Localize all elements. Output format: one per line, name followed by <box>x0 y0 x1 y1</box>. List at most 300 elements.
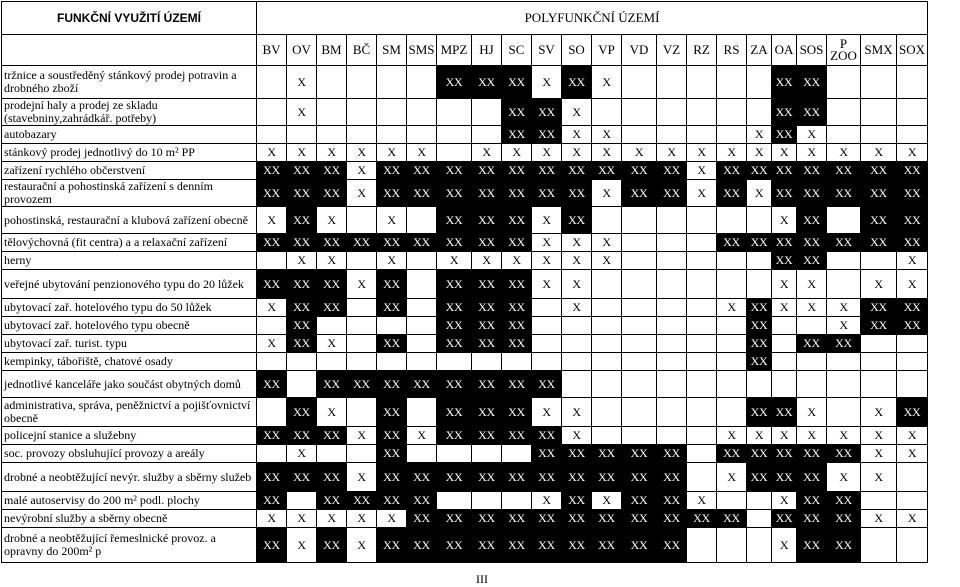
cell-excluded: XX <box>747 353 772 371</box>
cell-empty <box>622 427 657 445</box>
cell-conditional: X <box>747 144 772 162</box>
cell-empty <box>257 252 287 270</box>
cell-empty <box>687 270 717 299</box>
cell-empty <box>797 317 827 335</box>
cell-excluded: XX <box>772 180 797 207</box>
cell-empty <box>687 252 717 270</box>
cell-empty <box>717 99 747 126</box>
cell-empty <box>861 492 897 510</box>
cell-conditional: X <box>287 528 317 563</box>
cell-excluded: XX <box>502 234 532 252</box>
cell-excluded: XX <box>287 270 317 299</box>
cell-empty <box>347 126 377 144</box>
cell-excluded: XX <box>502 66 532 99</box>
cell-empty <box>472 99 502 126</box>
cell-excluded: XX <box>472 66 502 99</box>
cell-excluded: XX <box>502 299 532 317</box>
cell-empty <box>657 299 687 317</box>
cell-conditional: X <box>747 180 772 207</box>
cell-excluded: XX <box>317 162 347 180</box>
column-header: RZ <box>687 35 717 66</box>
cell-conditional: X <box>592 126 622 144</box>
table-row <box>2 371 928 398</box>
header-spacer <box>2 35 257 66</box>
table-row <box>2 353 928 371</box>
cell-excluded: XX <box>772 445 797 463</box>
cell-empty <box>347 445 377 463</box>
cell-conditional: X <box>287 99 317 126</box>
cell-excluded: XX <box>772 463 797 492</box>
cell-excluded: XX <box>532 126 562 144</box>
cell-excluded: XX <box>592 528 622 563</box>
cell-excluded: XX <box>287 317 317 335</box>
cell-empty <box>717 492 747 510</box>
cell-excluded: XX <box>797 510 827 528</box>
cell-excluded: XX <box>797 207 827 234</box>
cell-excluded: XX <box>562 528 592 563</box>
cell-excluded: XX <box>562 66 592 99</box>
cell-empty <box>347 398 377 427</box>
cell-empty <box>317 353 347 371</box>
cell-conditional: X <box>532 492 562 510</box>
cell-excluded: XX <box>897 162 928 180</box>
cell-conditional: X <box>472 144 502 162</box>
cell-empty <box>747 252 772 270</box>
table-row <box>2 270 928 299</box>
cell-empty <box>687 66 717 99</box>
row-label: ubytovací zař. hotelového typu do 50 lůžek <box>2 299 257 317</box>
cell-empty <box>827 66 861 99</box>
cell-conditional: X <box>287 510 317 528</box>
cell-conditional: X <box>532 207 562 234</box>
cell-empty <box>347 335 377 353</box>
cell-excluded: XX <box>407 234 437 252</box>
cell-excluded: XX <box>257 528 287 563</box>
cell-empty <box>861 528 897 563</box>
cell-conditional: X <box>377 144 407 162</box>
cell-excluded: XX <box>317 463 347 492</box>
cell-excluded: XX <box>797 335 827 353</box>
cell-conditional: X <box>532 66 562 99</box>
cell-conditional: X <box>592 234 622 252</box>
cell-empty <box>861 126 897 144</box>
row-label: drobné a neobtěžující řemeslnické provoz. a opravny do 200m² p <box>2 528 257 563</box>
cell-excluded: XX <box>257 162 287 180</box>
cell-empty <box>827 126 861 144</box>
cell-excluded: XX <box>827 528 861 563</box>
cell-excluded: XX <box>377 371 407 398</box>
cell-empty <box>407 317 437 335</box>
cell-empty <box>717 270 747 299</box>
cell-conditional: X <box>622 144 657 162</box>
cell-excluded: XX <box>502 335 532 353</box>
cell-excluded: XX <box>861 162 897 180</box>
cell-conditional: X <box>317 207 347 234</box>
cell-excluded: XX <box>437 299 472 317</box>
cell-excluded: XX <box>897 207 928 234</box>
cell-excluded: XX <box>472 398 502 427</box>
cell-empty <box>622 299 657 317</box>
cell-empty <box>437 445 472 463</box>
cell-empty <box>562 335 592 353</box>
cell-empty <box>897 126 928 144</box>
cell-conditional: X <box>407 144 437 162</box>
cell-empty <box>687 398 717 427</box>
cell-conditional: X <box>437 252 472 270</box>
cell-excluded: XX <box>622 510 657 528</box>
cell-empty <box>407 126 437 144</box>
cell-excluded: XX <box>797 180 827 207</box>
column-header: SOS <box>797 35 827 66</box>
cell-excluded: XX <box>717 162 747 180</box>
cell-excluded: XX <box>502 528 532 563</box>
cell-empty <box>287 353 317 371</box>
cell-empty <box>827 252 861 270</box>
cell-excluded: XX <box>657 445 687 463</box>
cell-empty <box>472 353 502 371</box>
table-row <box>2 126 928 144</box>
cell-excluded: XX <box>861 317 897 335</box>
cell-excluded: XX <box>407 162 437 180</box>
cell-empty <box>287 126 317 144</box>
cell-excluded: XX <box>657 528 687 563</box>
cell-excluded: XX <box>317 299 347 317</box>
cell-conditional: X <box>717 299 747 317</box>
cell-empty <box>287 371 317 398</box>
cell-conditional: X <box>827 144 861 162</box>
cell-empty <box>897 371 928 398</box>
cell-excluded: XX <box>472 427 502 445</box>
cell-excluded: XX <box>437 510 472 528</box>
cell-conditional: X <box>797 126 827 144</box>
cell-excluded: XX <box>592 463 622 492</box>
cell-conditional: X <box>532 398 562 427</box>
cell-empty <box>897 99 928 126</box>
cell-excluded: XX <box>437 463 472 492</box>
table-row <box>2 207 928 234</box>
cell-excluded: XX <box>377 335 407 353</box>
cell-excluded: XX <box>772 234 797 252</box>
cell-empty <box>657 234 687 252</box>
cell-empty <box>592 270 622 299</box>
column-header: P ZOO <box>827 35 861 66</box>
cell-excluded: XX <box>772 398 797 427</box>
cell-conditional: X <box>257 510 287 528</box>
cell-excluded: XX <box>502 371 532 398</box>
cell-empty <box>562 371 592 398</box>
cell-empty <box>717 252 747 270</box>
cell-empty <box>687 427 717 445</box>
table-row <box>2 144 928 162</box>
cell-empty <box>257 445 287 463</box>
cell-empty <box>622 335 657 353</box>
cell-empty <box>622 207 657 234</box>
cell-excluded: XX <box>532 371 562 398</box>
cell-excluded: XX <box>797 234 827 252</box>
cell-excluded: XX <box>897 234 928 252</box>
column-header-row <box>2 35 928 66</box>
cell-conditional: X <box>861 427 897 445</box>
cell-empty <box>532 353 562 371</box>
cell-empty <box>657 398 687 427</box>
cell-conditional: X <box>317 252 347 270</box>
cell-empty <box>377 99 407 126</box>
cell-empty <box>622 126 657 144</box>
cell-excluded: XX <box>687 510 717 528</box>
cell-empty <box>657 207 687 234</box>
table-row <box>2 99 928 126</box>
cell-empty <box>562 353 592 371</box>
cell-conditional: X <box>687 180 717 207</box>
cell-conditional: X <box>562 427 592 445</box>
cell-excluded: XX <box>317 492 347 510</box>
table-row <box>2 234 928 252</box>
row-label: stánkový prodej jednotlivý do 10 m² PP <box>2 144 257 162</box>
cell-empty <box>717 528 747 563</box>
table-row <box>2 492 928 510</box>
cell-empty <box>317 99 347 126</box>
row-label: veřejné ubytování penzionového typu do 20 lůžek <box>2 270 257 299</box>
column-header: SC <box>502 35 532 66</box>
row-label: policejní stanice a služebny <box>2 427 257 445</box>
cell-empty <box>772 353 797 371</box>
cell-empty <box>747 270 772 299</box>
cell-empty <box>747 492 772 510</box>
cell-excluded: XX <box>257 492 287 510</box>
cell-empty <box>772 335 797 353</box>
cell-excluded: XX <box>377 180 407 207</box>
cell-excluded: XX <box>562 492 592 510</box>
cell-conditional: X <box>532 234 562 252</box>
cell-empty <box>502 492 532 510</box>
cell-excluded: XX <box>772 252 797 270</box>
row-label: restaurační a pohostinská zařízení s denním provozem <box>2 180 257 207</box>
cell-empty <box>772 371 797 398</box>
cell-excluded: XX <box>472 162 502 180</box>
cell-empty <box>657 317 687 335</box>
cell-excluded: XX <box>437 180 472 207</box>
cell-excluded: XX <box>287 299 317 317</box>
cell-empty <box>622 270 657 299</box>
cell-excluded: XX <box>317 270 347 299</box>
cell-excluded: XX <box>562 207 592 234</box>
table-row <box>2 317 928 335</box>
row-label: prodejní haly a prodej ze skladu (stavebniny,zahrádkář. potřeby) <box>2 99 257 126</box>
cell-conditional: X <box>287 66 317 99</box>
cell-excluded: XX <box>747 162 772 180</box>
cell-excluded: XX <box>897 398 928 427</box>
cell-empty <box>437 99 472 126</box>
cell-excluded: XX <box>797 463 827 492</box>
cell-excluded: XX <box>257 427 287 445</box>
cell-empty <box>377 317 407 335</box>
cell-empty <box>317 445 347 463</box>
cell-conditional: X <box>827 463 861 492</box>
table-row <box>2 162 928 180</box>
cell-conditional: X <box>562 234 592 252</box>
cell-excluded: XX <box>657 180 687 207</box>
cell-empty <box>592 353 622 371</box>
cell-excluded: XX <box>562 463 592 492</box>
cell-excluded: XX <box>797 162 827 180</box>
cell-excluded: XX <box>287 234 317 252</box>
cell-excluded: XX <box>657 510 687 528</box>
column-header: SMS <box>407 35 437 66</box>
cell-conditional: X <box>287 144 317 162</box>
cell-excluded: XX <box>622 162 657 180</box>
cell-conditional: X <box>257 144 287 162</box>
row-label: pohostinská, restaurační a klubová zařízení obecně <box>2 207 257 234</box>
cell-conditional: X <box>717 463 747 492</box>
table-row <box>2 528 928 563</box>
column-header: MPZ <box>437 35 472 66</box>
cell-excluded: XX <box>287 335 317 353</box>
cell-conditional: X <box>532 144 562 162</box>
cell-empty <box>622 317 657 335</box>
cell-excluded: XX <box>861 234 897 252</box>
cell-conditional: X <box>797 144 827 162</box>
cell-empty <box>657 66 687 99</box>
cell-empty <box>897 353 928 371</box>
cell-empty <box>437 126 472 144</box>
cell-excluded: XX <box>502 398 532 427</box>
cell-excluded: XX <box>377 398 407 427</box>
cell-empty <box>562 317 592 335</box>
cell-excluded: XX <box>562 162 592 180</box>
cell-empty <box>257 317 287 335</box>
cell-excluded: XX <box>797 528 827 563</box>
cell-excluded: XX <box>287 427 317 445</box>
cell-empty <box>472 492 502 510</box>
table-row <box>2 252 928 270</box>
cell-excluded: XX <box>317 528 347 563</box>
cell-empty <box>347 299 377 317</box>
cell-empty <box>687 207 717 234</box>
cell-excluded: XX <box>437 427 472 445</box>
cell-excluded: XX <box>437 162 472 180</box>
cell-excluded: XX <box>472 463 502 492</box>
cell-empty <box>657 427 687 445</box>
cell-empty <box>657 252 687 270</box>
cell-excluded: XX <box>377 270 407 299</box>
table-row <box>2 510 928 528</box>
cell-empty <box>861 252 897 270</box>
cell-conditional: X <box>317 335 347 353</box>
cell-excluded: XX <box>532 162 562 180</box>
cell-empty <box>657 335 687 353</box>
cell-excluded: XX <box>532 99 562 126</box>
cell-excluded: XX <box>377 427 407 445</box>
cell-conditional: X <box>592 180 622 207</box>
cell-conditional: X <box>532 252 562 270</box>
cell-conditional: X <box>657 144 687 162</box>
cell-excluded: XX <box>622 445 657 463</box>
cell-empty <box>861 335 897 353</box>
cell-empty <box>377 66 407 99</box>
cell-excluded: XX <box>502 427 532 445</box>
cell-excluded: XX <box>287 207 317 234</box>
cell-conditional: X <box>592 492 622 510</box>
cell-conditional: X <box>257 335 287 353</box>
cell-empty <box>657 270 687 299</box>
column-header: BV <box>257 35 287 66</box>
cell-conditional: X <box>827 299 861 317</box>
row-label: drobné a neobtěžující nevýr. služby a sběrny služeb <box>2 463 257 492</box>
cell-empty <box>827 353 861 371</box>
cell-empty <box>717 371 747 398</box>
cell-empty <box>407 335 437 353</box>
column-header: OV <box>287 35 317 66</box>
cell-empty <box>687 99 717 126</box>
cell-conditional: X <box>747 126 772 144</box>
cell-conditional: X <box>377 207 407 234</box>
cell-conditional: X <box>562 398 592 427</box>
cell-conditional: X <box>772 299 797 317</box>
title-row <box>2 2 928 35</box>
cell-empty <box>622 234 657 252</box>
cell-conditional: X <box>502 144 532 162</box>
cell-empty <box>592 99 622 126</box>
cell-empty <box>772 317 797 335</box>
cell-conditional: X <box>897 144 928 162</box>
cell-conditional: X <box>861 445 897 463</box>
cell-excluded: XX <box>532 510 562 528</box>
cell-excluded: XX <box>472 234 502 252</box>
cell-excluded: XX <box>772 126 797 144</box>
cell-empty <box>897 463 928 492</box>
cell-empty <box>717 207 747 234</box>
cell-empty <box>747 371 772 398</box>
cell-conditional: X <box>562 299 592 317</box>
cell-excluded: XX <box>472 317 502 335</box>
cell-excluded: XX <box>747 299 772 317</box>
cell-empty <box>592 317 622 335</box>
cell-excluded: XX <box>502 126 532 144</box>
cell-excluded: XX <box>407 528 437 563</box>
cell-empty <box>502 445 532 463</box>
cell-conditional: X <box>797 398 827 427</box>
cell-excluded: XX <box>827 492 861 510</box>
row-label: administrativa, správa, peněžnictví a pojišťovnictví obecně <box>2 398 257 427</box>
column-header: SMX <box>861 35 897 66</box>
cell-empty <box>657 371 687 398</box>
cell-empty <box>657 99 687 126</box>
cell-empty <box>532 299 562 317</box>
cell-conditional: X <box>532 270 562 299</box>
row-label: nevýrobní služby a sběrny obecně <box>2 510 257 528</box>
cell-empty <box>472 126 502 144</box>
cell-empty <box>687 353 717 371</box>
cell-excluded: XX <box>622 180 657 207</box>
table-row <box>2 335 928 353</box>
cell-conditional: X <box>347 427 377 445</box>
cell-excluded: XX <box>562 445 592 463</box>
cell-conditional: X <box>747 427 772 445</box>
cell-empty <box>407 353 437 371</box>
cell-empty <box>747 99 772 126</box>
cell-empty <box>747 510 772 528</box>
cell-excluded: XX <box>772 99 797 126</box>
cell-empty <box>747 207 772 234</box>
cell-empty <box>717 353 747 371</box>
cell-excluded: XX <box>747 317 772 335</box>
cell-excluded: XX <box>377 162 407 180</box>
cell-empty <box>347 252 377 270</box>
cell-empty <box>407 270 437 299</box>
cell-empty <box>257 398 287 427</box>
cell-excluded: XX <box>502 463 532 492</box>
cell-conditional: X <box>897 445 928 463</box>
